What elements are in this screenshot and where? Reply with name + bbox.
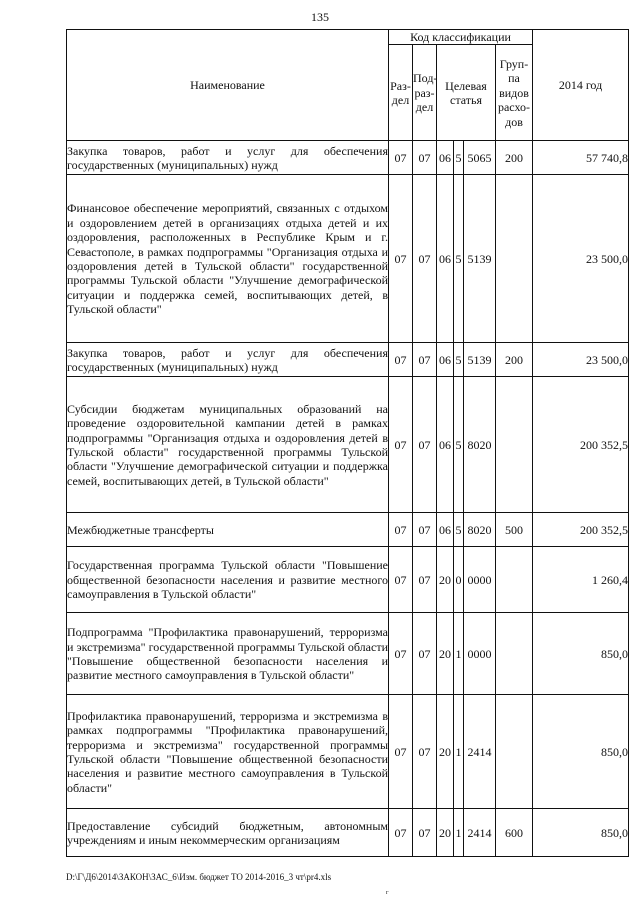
row-amount: 850,0 xyxy=(533,695,629,809)
row-expense-group xyxy=(496,377,533,513)
row-target-1: 06 xyxy=(437,343,454,377)
row-target-1: 06 xyxy=(437,175,454,343)
row-target-3: 5065 xyxy=(464,141,496,175)
row-target-2: 1 xyxy=(454,695,464,809)
header-podrazdel: Под-раз-дел xyxy=(413,45,437,141)
corner-mark: г xyxy=(386,890,389,896)
row-expense-group: 200 xyxy=(496,343,533,377)
header-name: Наименование xyxy=(67,30,389,141)
row-name: Государственная программа Тульской области "Повышение общественной безопасности населения и развитие местного самоуправления в Тульской области" xyxy=(67,547,389,613)
row-target-3: 8020 xyxy=(464,377,496,513)
row-razdel: 07 xyxy=(389,175,413,343)
table-row xyxy=(67,547,629,613)
table-row xyxy=(67,513,629,547)
row-expense-group: 600 xyxy=(496,809,533,857)
row-target-3: 5139 xyxy=(464,343,496,377)
row-target-1: 06 xyxy=(437,141,454,175)
row-name: Субсидии бюджетам муниципальных образований на проведение оздоровительной кампании детей в рамках подпрограммы "Организация отдыха и оздоровления детей в Тульской области" государственной программы Тульской области "Улучшение демографической ситуации и поддержка семей, воспитывающих детей, в Тульской области" xyxy=(67,377,389,513)
row-target-2: 5 xyxy=(454,175,464,343)
row-amount: 23 500,0 xyxy=(533,175,629,343)
row-razdel: 07 xyxy=(389,141,413,175)
row-podrazdel: 07 xyxy=(413,377,437,513)
row-target-1: 20 xyxy=(437,809,454,857)
file-path-footer: D:\Г\Д6\2014\ЗАКОН\ЗАС_6\Изм. бюджет ТО 2014-2016_3 чт\pr4.xls xyxy=(66,872,332,882)
row-target-2: 5 xyxy=(454,343,464,377)
header-gruppa: Груп-па видов расхо-дов xyxy=(496,45,533,141)
row-name: Межбюджетные трансферты xyxy=(67,513,389,547)
row-target-2: 0 xyxy=(454,547,464,613)
table-row xyxy=(67,377,629,513)
row-razdel: 07 xyxy=(389,547,413,613)
budget-table xyxy=(66,29,629,857)
row-target-3: 8020 xyxy=(464,513,496,547)
table-row xyxy=(67,809,629,857)
row-expense-group xyxy=(496,613,533,695)
row-target-2: 1 xyxy=(454,809,464,857)
row-amount: 850,0 xyxy=(533,613,629,695)
row-target-2: 1 xyxy=(454,613,464,695)
row-target-1: 20 xyxy=(437,613,454,695)
row-target-1: 20 xyxy=(437,547,454,613)
header-razdel: Раз-дел xyxy=(389,45,413,141)
row-expense-group: 500 xyxy=(496,513,533,547)
header-classification: Код классификации xyxy=(389,30,533,45)
row-name: Предоставление субсидий бюджетным, автономным учреждениям и иным некоммерческим организациям xyxy=(67,809,389,857)
header-year: 2014 год xyxy=(533,30,629,141)
row-target-2: 5 xyxy=(454,513,464,547)
table-row xyxy=(67,343,629,377)
row-expense-group xyxy=(496,175,533,343)
row-razdel: 07 xyxy=(389,377,413,513)
header-celevaya: Целевая статья xyxy=(437,45,496,141)
row-amount: 57 740,8 xyxy=(533,141,629,175)
row-expense-group xyxy=(496,547,533,613)
row-podrazdel: 07 xyxy=(413,613,437,695)
row-podrazdel: 07 xyxy=(413,141,437,175)
row-name: Закупка товаров, работ и услуг для обеспечения государственных (муниципальных) нужд xyxy=(67,141,389,175)
row-expense-group xyxy=(496,695,533,809)
row-name: Финансовое обеспечение мероприятий, связанных с отдыхом и оздоровлением детей в организациях отдыха детей и их оздоровления, расположенных в Республике Крым и г. Севастополе, в рамках подпрограммы "Организация отдыха и оздоровления детей в Тульской области" государственной программы Тульской области "Улучшение демографической ситуации и поддержка семей, воспитывающих детей, в Тульской области" xyxy=(67,175,389,343)
row-target-1: 20 xyxy=(437,695,454,809)
row-amount: 23 500,0 xyxy=(533,343,629,377)
row-expense-group: 200 xyxy=(496,141,533,175)
row-podrazdel: 07 xyxy=(413,695,437,809)
row-podrazdel: 07 xyxy=(413,513,437,547)
row-podrazdel: 07 xyxy=(413,809,437,857)
row-target-3: 0000 xyxy=(464,547,496,613)
row-amount: 850,0 xyxy=(533,809,629,857)
row-target-3: 0000 xyxy=(464,613,496,695)
page-number: 135 xyxy=(311,10,329,24)
row-target-2: 5 xyxy=(454,141,464,175)
row-target-1: 06 xyxy=(437,377,454,513)
row-amount: 200 352,5 xyxy=(533,377,629,513)
row-amount: 1 260,4 xyxy=(533,547,629,613)
table-row xyxy=(67,613,629,695)
row-name: Профилактика правонарушений, терроризма и экстремизма в рамках подпрограммы "Профилактика правонарушений, терроризма и экстремизма" государственной программы Тульской области "Повышение общественной безопасности населения и развитие местного самоуправления в Тульской области" xyxy=(67,695,389,809)
row-razdel: 07 xyxy=(389,809,413,857)
row-name: Подпрограмма "Профилактика правонарушений, терроризма и экстремизма" государственной программы Тульской области "Повышение общественной безопасности населения и развитие местного самоуправления в Тульской области" xyxy=(67,613,389,695)
row-razdel: 07 xyxy=(389,343,413,377)
row-razdel: 07 xyxy=(389,695,413,809)
row-podrazdel: 07 xyxy=(413,175,437,343)
row-podrazdel: 07 xyxy=(413,547,437,613)
row-target-3: 5139 xyxy=(464,175,496,343)
row-target-3: 2414 xyxy=(464,695,496,809)
row-podrazdel: 07 xyxy=(413,343,437,377)
row-target-3: 2414 xyxy=(464,809,496,857)
row-amount: 200 352,5 xyxy=(533,513,629,547)
table-body xyxy=(67,141,629,857)
row-razdel: 07 xyxy=(389,513,413,547)
row-target-2: 5 xyxy=(454,377,464,513)
row-name: Закупка товаров, работ и услуг для обеспечения государственных (муниципальных) нужд xyxy=(67,343,389,377)
row-razdel: 07 xyxy=(389,613,413,695)
table-row xyxy=(67,695,629,809)
row-target-1: 06 xyxy=(437,513,454,547)
table-row xyxy=(67,175,629,343)
table-row xyxy=(67,141,629,175)
